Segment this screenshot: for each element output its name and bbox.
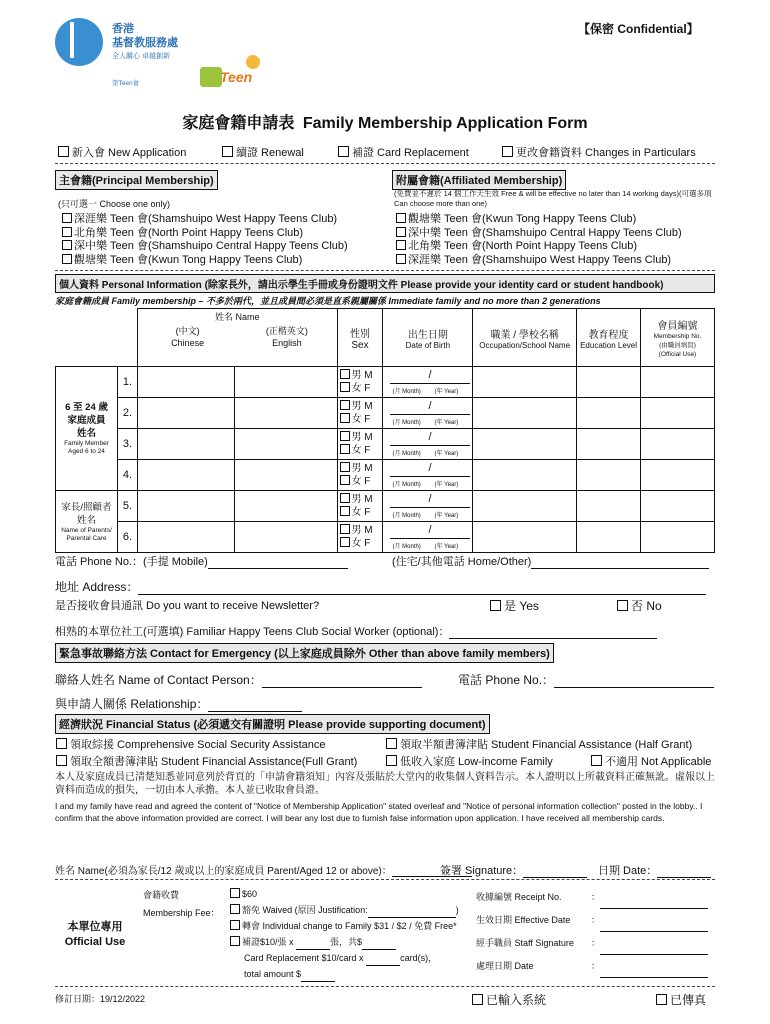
newsletter-no[interactable]: 否 No (617, 597, 662, 614)
checkbox[interactable] (396, 254, 406, 264)
sex-header: 性別 Sex (337, 309, 383, 367)
divider (55, 163, 715, 164)
app-type-new[interactable]: 新入會 New Application (58, 144, 186, 160)
member-no-cell (641, 460, 715, 491)
checkbox[interactable] (222, 146, 233, 157)
dob-header: 出生日期 Date of Birth (383, 309, 473, 367)
personal-heading: 個人資料 Personal Information (除家長外，請出示學生手冊或身份證明文件 Please provide your identity card or student handbook) (55, 274, 715, 293)
dob-cell[interactable]: / (月 Month) (年 Year) (383, 491, 473, 522)
english-name-cell[interactable] (234, 522, 337, 553)
financial-not-applicable[interactable]: 不適用 Not Applicable (591, 753, 711, 769)
form-title (0, 110, 770, 133)
english-name-cell[interactable] (234, 460, 337, 491)
form-title-en: Family Membership Application Form (302, 115, 588, 132)
divider (55, 270, 715, 271)
faxed[interactable]: 已傳真 (656, 991, 706, 1008)
checkbox[interactable] (62, 254, 72, 264)
group-parents: 家長/照顧者 姓名 Name of Parents/ Parental Care (56, 491, 118, 553)
principal-options (62, 213, 348, 267)
chinese-header: (中文) Chinese (171, 326, 205, 348)
english-header: (正楷英文) English (265, 326, 308, 348)
occupation-cell[interactable] (473, 522, 577, 553)
row-number: 6. (117, 522, 137, 553)
checkbox[interactable] (62, 227, 72, 237)
family-members-table (55, 308, 715, 553)
principal-option[interactable]: 深中樂 Teen 會(Shamshuipo Central Happy Teens Club) (62, 240, 348, 254)
member-no-cell (641, 429, 715, 460)
fee-total[interactable]: total amount $ (230, 966, 459, 982)
checkbox[interactable] (62, 240, 72, 250)
app-type-replacement[interactable]: 補證 Card Replacement (338, 144, 469, 160)
address-field[interactable]: 地址 Address： (55, 578, 706, 595)
effective-date-field[interactable]: 生效日期 Effective Date ： (476, 909, 716, 932)
financial-cssa[interactable]: 領取綜援 Comprehensive Social Security Assistance (56, 736, 326, 752)
row-number: 5. (117, 491, 137, 522)
sex-cell[interactable]: 男 M 女 F (337, 460, 383, 491)
phone-mobile[interactable]: 電話 Phone No.：(手提 Mobile) (55, 553, 348, 569)
name-header: 姓名 Name (中文) Chinese (正楷英文) English (137, 309, 337, 367)
principal-instruction: (只可選一 Choose one only) (58, 199, 171, 209)
english-name-cell[interactable] (234, 429, 337, 460)
principal-option[interactable]: 觀塘樂 Teen 會(Kwun Tong Happy Teens Club) (62, 254, 348, 268)
row-number: 2. (117, 398, 137, 429)
fee-standard[interactable]: $60 (230, 886, 459, 902)
education-cell[interactable] (577, 460, 641, 491)
chinese-name-cell[interactable] (137, 460, 234, 491)
declaration-en: I and my family have read and agreed the content of "Notice of Membership Application" stated overleaf and "Notice of personal information collection" posted in the lobby.. I confirm that the above information provided are correct. I will bear any lost due to furnish false information upon application. I have received all membership cards. (55, 801, 703, 823)
affiliated-option[interactable]: 觀塘樂 Teen 會(Kwun Tong Happy Teens Club) (396, 213, 682, 227)
official-admin-fields (476, 886, 716, 978)
financial-heading: 經濟狀況 Financial Status (必須遞交有關證明 Please provide supporting document) (55, 714, 490, 734)
sex-cell[interactable]: 男 M 女 F (337, 429, 383, 460)
checkbox[interactable] (338, 146, 349, 157)
row-number: 3. (117, 429, 137, 460)
chinese-name-cell[interactable] (137, 522, 234, 553)
group-family-member: 6 至 24 歲 家庭成員 姓名 Family Member Aged 6 to 24 (56, 367, 118, 491)
member-no-cell (641, 522, 715, 553)
occupation-cell[interactable] (473, 491, 577, 522)
occupation-cell[interactable] (473, 367, 577, 398)
member-no-cell (641, 491, 715, 522)
signer-name-field[interactable]: 姓名 Name(必須為家長/12 歲或以上的家庭成員 Parent/Aged 12 or above)： (55, 862, 472, 877)
education-cell[interactable] (577, 398, 641, 429)
newsletter-question: 是否接收會員通訊 Do you want to receive Newsletter? (55, 600, 320, 612)
date-field[interactable]: 日期 Date： (598, 862, 711, 878)
declaration-zh: 本人及家庭成員已清楚知悉並同意列於背頁的「申請會籍須知」內容及張貼於大堂內的收集個人資料告示。本人證明以上所載資料正確無訛。虛報以上資料而造成的損失，一切由本人承擔。本人並已收取會員證。 (55, 772, 715, 796)
education-cell[interactable] (577, 522, 641, 553)
happy-teens-logo: Teen (200, 55, 270, 87)
affiliated-options (396, 213, 682, 267)
affiliated-instruction: (免費並不遲於 14 個工作天生效 Free & will be effective no later than 14 working days)(可選多項 Can choose more than one) (394, 189, 712, 208)
principal-heading: 主會籍(Principal Membership) (55, 170, 218, 190)
phone-home[interactable]: (住宅/其他電話 Home/Other) (392, 553, 709, 569)
education-header: 教育程度 Education Level (577, 309, 641, 367)
checkbox[interactable] (396, 213, 406, 223)
financial-half-grant[interactable]: 領取半額書簿津貼 Student Financial Assistance (Half Grant) (386, 736, 692, 752)
contact-person-field[interactable]: 聯絡人姓名 Name of Contact Person： (55, 671, 422, 688)
checkbox[interactable] (502, 146, 513, 157)
education-cell[interactable] (577, 491, 641, 522)
sex-cell[interactable]: 男 M 女 F (337, 398, 383, 429)
confidential-label: 【保密 Confidential】 (578, 22, 699, 36)
chinese-name-cell[interactable] (137, 398, 234, 429)
occupation-header: 職業 / 學校名稱 Occupation/School Name (473, 309, 577, 367)
member-no-cell (641, 398, 715, 429)
sex-cell[interactable]: 男 M 女 F (337, 491, 383, 522)
app-type-changes[interactable]: 更改會籍資料 Changes in Particulars (502, 144, 696, 160)
form-title-zh: 家庭會籍申請表 (182, 115, 295, 132)
principal-option[interactable]: 北角樂 Teen 會(North Point Happy Teens Club) (62, 227, 348, 241)
dob-cell[interactable]: / (月 Month) (年 Year) (383, 460, 473, 491)
principal-option[interactable]: 深涯樂 Teen 會(Shamshuipo West Happy Teens Club) (62, 213, 348, 227)
english-name-cell[interactable] (234, 367, 337, 398)
row-number: 1. (117, 367, 137, 398)
checkbox[interactable] (62, 213, 72, 223)
dob-cell[interactable]: / (月 Month) (年 Year) (383, 398, 473, 429)
fee-options (230, 886, 459, 982)
affiliated-option[interactable]: 深涯樂 Teen 會(Shamshuipo West Happy Teens Club) (396, 254, 682, 268)
dob-cell[interactable]: / (月 Month) (年 Year) (383, 429, 473, 460)
emergency-heading: 緊急事故聯絡方法 Contact for Emergency (以上家庭成員除外 Other than above family members) (55, 643, 554, 663)
fee-waived[interactable]: 豁免 Waived (原因 Justification: ) (230, 902, 459, 918)
official-use-label: 本單位專用 Official Use (64, 921, 126, 948)
fee-change[interactable]: 轉會 Individual change to Family $31 / $2 / 免費 Free* (230, 918, 459, 934)
process-date-field[interactable]: 處理日期 Date ： (476, 955, 716, 978)
member-no-cell (641, 367, 715, 398)
english-name-cell[interactable] (234, 491, 337, 522)
chinese-name-cell[interactable] (137, 491, 234, 522)
financial-full-grant[interactable]: 領取全額書簿津貼 Student Financial Assistance(Full Grant) (56, 753, 357, 769)
affiliated-option[interactable]: 北角樂 Teen 會(North Point Happy Teens Club) (396, 240, 682, 254)
entered-system[interactable]: 已輸入系統 (472, 991, 546, 1008)
fee-replacement-en: Card Replacement $10/card x card(s)， (230, 950, 459, 966)
occupation-cell[interactable] (473, 398, 577, 429)
revised-date: 修訂日期：19/12/2022 (55, 994, 146, 1004)
org-name: 香港 基督教服務處 (112, 23, 178, 49)
emergency-phone-field[interactable]: 電話 Phone No.： (458, 671, 714, 688)
receipt-field[interactable]: 收據編號 Receipt No. ： (476, 886, 716, 909)
divider (55, 986, 715, 987)
dob-cell[interactable]: / (月 Month) (年 Year) (383, 522, 473, 553)
relationship-field[interactable]: 與申請人關係 Relationship： (55, 695, 302, 712)
chinese-name-cell[interactable] (137, 367, 234, 398)
org-slogan: 全人關心 卓越創新 (112, 53, 170, 60)
app-type-renewal[interactable]: 續證 Renewal (222, 144, 304, 160)
membership-fee-label: 會籍收費 Membership Fee： (143, 890, 220, 918)
checkbox[interactable] (396, 240, 406, 250)
dob-cell[interactable]: / (月 Month) (年 Year) (383, 367, 473, 398)
staff-signature-field[interactable]: 經手職員 Staff Signature ： (476, 932, 716, 955)
member-no-header: 會員編號 Membership No. (由職員填寫) (Official Use) (641, 309, 715, 367)
fee-replacement[interactable]: 補證$10/張 x 張，共$ (230, 934, 459, 950)
social-worker-field[interactable]: 相熟的本單位社工(可選填) Familiar Happy Teens Club Social Worker (optional)： (55, 623, 657, 639)
chinese-name-cell[interactable] (137, 429, 234, 460)
affiliated-heading: 附屬會籍(Affiliated Membership) (392, 170, 566, 190)
education-cell[interactable] (577, 429, 641, 460)
cross-icon (70, 22, 90, 58)
checkbox[interactable] (58, 146, 69, 157)
occupation-cell[interactable] (473, 460, 577, 491)
sex-cell[interactable]: 男 M 女 F (337, 522, 383, 553)
signature-field[interactable]: 簽署 Signature： (440, 862, 587, 878)
english-name-cell[interactable] (234, 398, 337, 429)
education-cell[interactable] (577, 367, 641, 398)
sex-cell[interactable]: 男 M 女 F (337, 367, 383, 398)
occupation-cell[interactable] (473, 429, 577, 460)
financial-low-income[interactable]: 低收入家庭 Low-income Family (386, 753, 553, 769)
org-sub: 第Teen會 (112, 80, 140, 87)
row-number: 4. (117, 460, 137, 491)
divider (55, 879, 715, 880)
affiliated-option[interactable]: 深中樂 Teen 會(Shamshuipo Central Happy Teens Club) (396, 227, 682, 241)
newsletter-yes[interactable]: 是 Yes (490, 597, 539, 614)
checkbox[interactable] (396, 227, 406, 237)
family-definition: 家庭會籍成員 Family membership – 不多於兩代，並且成員間必須是直系親屬關係 Immediate family and no more than 2 generations (55, 296, 601, 306)
